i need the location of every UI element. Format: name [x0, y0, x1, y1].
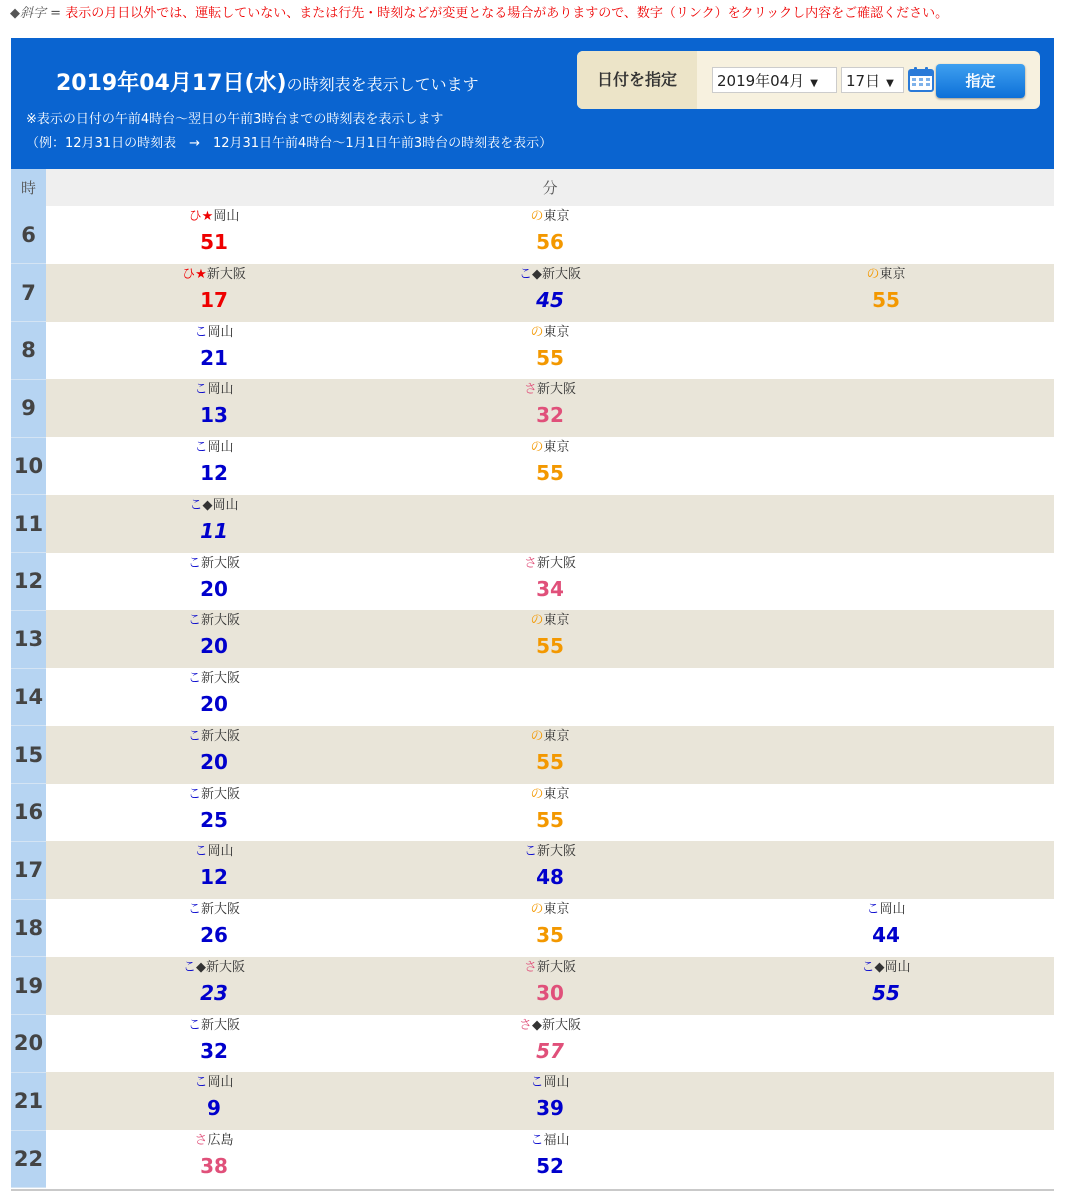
title-date: 2019年04月17日(水) [56, 71, 287, 96]
hour-cell: 15 [11, 726, 46, 784]
train-type-mark: の [530, 440, 544, 455]
departure-label [382, 381, 718, 398]
destination: 岡山 [207, 1075, 234, 1091]
destination: 岡山 [543, 1075, 570, 1091]
table-row [11, 495, 1054, 553]
departure-minute-link[interactable]: 55 [872, 287, 900, 312]
hour-cell: 13 [11, 610, 46, 668]
chevron-down-icon: ▼ [886, 78, 894, 89]
empty-cell [718, 784, 1054, 842]
departure-label [46, 266, 382, 283]
destination: 東京 [543, 209, 570, 224]
departure-cell [46, 1015, 382, 1073]
notice-diamond: ◆ [10, 6, 20, 21]
destination: 岡山 [207, 440, 234, 455]
train-type-mark: こ [523, 844, 537, 860]
empty-cell [718, 726, 1054, 784]
departure-cell [718, 264, 1054, 322]
destination: 新大阪 [537, 959, 577, 975]
destination: 新大阪 [206, 266, 246, 282]
departure-minute-link[interactable]: 45 [536, 287, 564, 312]
hour-column-header: 時 [11, 169, 46, 206]
destination: 岡山 [212, 497, 239, 513]
departure-label [382, 901, 718, 918]
hour-cell: 6 [11, 206, 46, 264]
departure-label [46, 728, 382, 745]
departure-label [46, 497, 382, 514]
departure-label [46, 381, 382, 398]
departure-label [382, 439, 718, 456]
train-type-mark: こ [194, 844, 208, 860]
departure-label [718, 901, 1054, 918]
departure-cell [382, 957, 718, 1015]
departure-cell [46, 495, 382, 553]
departure-minute-link[interactable]: 51 [200, 230, 228, 254]
train-type-mark: の [866, 266, 880, 282]
destination: 東京 [543, 902, 570, 917]
table-row [11, 553, 1054, 611]
departure-label [382, 728, 718, 745]
departure-minute-link[interactable]: 25 [200, 807, 228, 832]
table-bottom-border [11, 1189, 1054, 1191]
train-type-mark: こ [187, 1017, 201, 1033]
departure-cell [382, 322, 718, 380]
table-row [11, 437, 1054, 495]
departure-label [46, 1074, 382, 1091]
destination: 東京 [543, 786, 570, 802]
departure-label [382, 555, 718, 572]
train-type-mark: こ [530, 1075, 544, 1091]
destination: 新大阪 [201, 555, 241, 571]
destination: 新大阪 [206, 959, 246, 975]
empty-cell [718, 379, 1054, 437]
departure-label [46, 786, 382, 803]
train-type-mark: の [530, 786, 544, 802]
departure-cell [46, 899, 382, 957]
diamond-icon: ◆ [532, 266, 542, 282]
table-row [11, 899, 1054, 957]
train-type-mark: こ [189, 497, 203, 513]
train-type-mark: の [530, 613, 544, 629]
train-type-mark: さ [523, 382, 537, 398]
train-type-mark: こ [194, 324, 208, 340]
departure-label [382, 266, 718, 283]
departure-cell [718, 899, 1054, 957]
departure-label [718, 266, 1054, 283]
date-picker-label: 日付を指定 [577, 51, 697, 109]
calendar-icon[interactable] [907, 65, 935, 93]
departure-label [46, 1017, 382, 1034]
page-title [56, 66, 479, 97]
departure-label [46, 208, 382, 225]
departure-cell [382, 437, 718, 495]
destination: 新大阪 [537, 555, 577, 571]
destination: 岡山 [207, 844, 234, 860]
empty-cell [718, 1015, 1054, 1073]
empty-cell [718, 553, 1054, 611]
destination: 新大阪 [201, 902, 241, 917]
departure-minute-link[interactable]: 57 [536, 1038, 564, 1063]
departure-cell [46, 1072, 382, 1130]
empty-cell [718, 841, 1054, 899]
departure-minute-link[interactable]: 55 [872, 980, 900, 1005]
title-suffix: の時刻表を表示しています [286, 75, 479, 94]
departure-cell [46, 379, 382, 437]
departure-cell [46, 784, 382, 842]
departure-minute-link[interactable]: 12 [200, 461, 228, 485]
departure-label [46, 901, 382, 918]
train-type-mark: こ [194, 440, 208, 455]
departure-cell [46, 957, 382, 1015]
hour-cell: 8 [11, 322, 46, 380]
departure-minute-link[interactable]: 13 [200, 403, 228, 428]
departure-minute-link[interactable]: 55 [536, 461, 564, 485]
example-note: （例：12月31日の時刻表 → 12月31日午前4時台～1月1日午前3時台の時刻表を表示） [26, 136, 553, 151]
destination: 広島 [207, 1133, 234, 1148]
table-row [11, 322, 1054, 380]
departure-label [46, 959, 382, 976]
month-select[interactable] [712, 67, 837, 93]
empty-cell [718, 206, 1054, 264]
departure-minute-link[interactable]: 38 [200, 1154, 228, 1178]
date-picker [577, 51, 1040, 109]
departure-label [382, 1074, 718, 1091]
empty-cell [718, 495, 1054, 553]
hour-cell: 19 [11, 957, 46, 1015]
departure-label [46, 1132, 382, 1149]
departure-label [46, 439, 382, 456]
minute-column-header: 分 [46, 169, 1054, 206]
destination: 岡山 [207, 324, 234, 340]
destination: 新大阪 [201, 728, 241, 744]
train-type-mark: ひ [182, 266, 196, 282]
hour-cell: 18 [11, 899, 46, 957]
departure-label [382, 208, 718, 225]
table-row [11, 784, 1054, 842]
destination: 東京 [543, 728, 570, 744]
train-type-mark: さ [518, 1017, 532, 1033]
departure-minute-link[interactable]: 39 [536, 1096, 564, 1121]
timetable-header-row [11, 169, 1054, 206]
departure-minute-link[interactable]: 21 [200, 345, 228, 370]
train-type-mark: さ [194, 1133, 208, 1148]
hour-cell: 14 [11, 668, 46, 726]
star-icon: ★ [195, 266, 207, 282]
departure-cell [382, 1072, 718, 1130]
timetable [11, 169, 1054, 1188]
departure-cell [46, 206, 382, 264]
departure-minute-link[interactable]: 55 [536, 749, 564, 774]
empty-cell [718, 1072, 1054, 1130]
train-type-mark: さ [523, 555, 537, 571]
empty-cell [718, 322, 1054, 380]
departure-label [382, 786, 718, 803]
empty-cell [718, 610, 1054, 668]
table-row [11, 726, 1054, 784]
destination: 新大阪 [201, 786, 241, 802]
destination: 岡山 [207, 382, 234, 398]
destination: 新大阪 [537, 844, 577, 860]
diamond-icon: ◆ [874, 959, 885, 975]
table-row [11, 841, 1054, 899]
empty-cell [718, 668, 1054, 726]
chevron-down-icon: ▼ [810, 78, 818, 89]
departure-cell [718, 957, 1054, 1015]
train-type-mark: こ [187, 613, 201, 629]
departure-minute-link[interactable]: 20 [200, 576, 228, 601]
train-type-mark: こ [182, 959, 196, 975]
destination: 東京 [543, 613, 570, 629]
departure-cell [46, 437, 382, 495]
departure-minute-link[interactable]: 20 [200, 692, 228, 716]
submit-date-button[interactable]: 指定 [936, 64, 1025, 98]
train-type-mark: こ [187, 786, 201, 802]
departure-cell [382, 610, 718, 668]
hour-cell: 16 [11, 784, 46, 842]
departure-cell [46, 553, 382, 611]
departure-minute-link[interactable]: 55 [536, 634, 564, 659]
hour-cell: 7 [11, 264, 46, 322]
day-select-value: 17日 [846, 72, 881, 90]
diamond-icon: ◆ [532, 1017, 542, 1033]
train-type-mark: こ [187, 728, 201, 744]
notice-equals: = [46, 6, 66, 21]
empty-cell [382, 495, 718, 553]
table-row [11, 1072, 1054, 1130]
hour-cell: 20 [11, 1015, 46, 1073]
departure-minute-link[interactable]: 34 [536, 576, 564, 601]
destination: 新大阪 [537, 382, 577, 398]
departure-cell [382, 899, 718, 957]
departure-cell [46, 726, 382, 784]
train-type-mark: こ [866, 902, 880, 917]
star-icon: ★ [201, 209, 214, 224]
departure-minute-link[interactable]: 26 [200, 923, 228, 947]
diamond-icon: ◆ [196, 959, 206, 975]
destination: 新大阪 [201, 671, 241, 686]
notice-italic-label: 斜字 [20, 6, 47, 21]
train-type-mark: さ [523, 959, 537, 975]
empty-cell [718, 1130, 1054, 1188]
departure-minute-link[interactable]: 48 [536, 865, 564, 890]
departure-cell [46, 322, 382, 380]
empty-cell [382, 668, 718, 726]
departure-cell [382, 841, 718, 899]
train-type-mark: こ [518, 266, 532, 282]
departure-minute-link[interactable]: 23 [200, 980, 228, 1005]
hour-cell: 10 [11, 437, 46, 495]
train-type-mark: こ [187, 555, 201, 571]
departure-minute-link[interactable]: 32 [536, 403, 564, 428]
destination: 福山 [543, 1133, 570, 1148]
departure-label [46, 555, 382, 572]
diamond-icon: ◆ [202, 497, 213, 513]
destination: 岡山 [884, 959, 911, 975]
departure-minute-link[interactable]: 20 [200, 634, 228, 659]
departure-label [382, 1132, 718, 1149]
departure-label [382, 324, 718, 341]
destination: 東京 [543, 324, 570, 340]
table-row [11, 957, 1054, 1015]
train-type-mark: ひ [188, 209, 202, 224]
departure-cell [382, 1130, 718, 1188]
table-row [11, 206, 1054, 264]
departure-cell [46, 264, 382, 322]
departure-label [46, 324, 382, 341]
table-row [11, 668, 1054, 726]
departure-label [382, 843, 718, 860]
hour-cell: 9 [11, 379, 46, 437]
day-select[interactable] [841, 67, 904, 93]
destination: 新大阪 [542, 266, 582, 282]
departure-cell [382, 726, 718, 784]
destination: 岡山 [213, 209, 240, 224]
destination: 東京 [543, 440, 570, 455]
header-panel [11, 38, 1054, 169]
table-row [11, 1015, 1054, 1073]
hour-cell: 22 [11, 1130, 46, 1188]
departure-minute-link[interactable]: 30 [536, 980, 564, 1005]
departure-minute-link[interactable]: 11 [200, 518, 228, 543]
departure-minute-link[interactable]: 12 [200, 865, 228, 890]
departure-cell [382, 206, 718, 264]
notice-text [10, 4, 948, 24]
destination: 新大阪 [201, 613, 241, 629]
train-type-mark: こ [861, 959, 875, 975]
destination: 新大阪 [542, 1017, 582, 1033]
departure-label [718, 959, 1054, 976]
train-type-mark: こ [187, 671, 201, 686]
train-type-mark: こ [194, 1075, 208, 1091]
departure-cell [382, 264, 718, 322]
train-type-mark: こ [530, 1133, 544, 1148]
departure-label [382, 612, 718, 629]
departure-minute-link[interactable]: 44 [872, 923, 900, 947]
departure-minute-link[interactable]: 20 [200, 749, 228, 774]
departure-label [46, 670, 382, 687]
departure-label [382, 1017, 718, 1034]
train-type-mark: こ [194, 382, 208, 398]
month-select-value: 2019年04月 [717, 72, 805, 90]
hour-cell: 12 [11, 553, 46, 611]
train-type-mark: の [530, 902, 544, 917]
table-row [11, 379, 1054, 437]
hour-cell: 11 [11, 495, 46, 553]
departure-cell [382, 553, 718, 611]
train-type-mark: の [530, 209, 544, 224]
empty-cell [718, 437, 1054, 495]
departure-minute-link[interactable]: 9 [207, 1096, 221, 1121]
destination: 岡山 [879, 902, 906, 917]
destination: 新大阪 [201, 1017, 241, 1033]
departure-minute-link[interactable]: 55 [536, 345, 564, 370]
departure-cell [46, 1130, 382, 1188]
table-row [11, 1130, 1054, 1188]
departure-cell [46, 668, 382, 726]
destination: 東京 [879, 266, 906, 282]
hour-cell: 21 [11, 1072, 46, 1130]
departure-minute-link[interactable]: 32 [200, 1038, 228, 1063]
departure-cell [46, 610, 382, 668]
departure-cell [382, 784, 718, 842]
departure-cell [46, 841, 382, 899]
departure-minute-link[interactable]: 52 [536, 1154, 564, 1178]
train-type-mark: の [530, 324, 544, 340]
notice-body: 表示の月日以外では、運転していない、または行先・時刻などが変更となる場合がありますので、数字（リンク）をクリックし内容をご確認ください。 [65, 6, 949, 21]
departure-minute-link[interactable]: 35 [536, 923, 564, 947]
departure-minute-link[interactable]: 56 [536, 230, 564, 254]
table-row [11, 610, 1054, 668]
departure-label [46, 612, 382, 629]
table-row [11, 264, 1054, 322]
departure-cell [382, 379, 718, 437]
train-type-mark: こ [187, 902, 201, 917]
timetable-body [11, 206, 1054, 1188]
departure-label [382, 959, 718, 976]
departure-minute-link[interactable]: 17 [200, 287, 228, 312]
departure-cell [382, 1015, 718, 1073]
range-note: ※表示の日付の午前4時台～翌日の午前3時台までの時刻表を表示します [26, 112, 444, 127]
departure-minute-link[interactable]: 55 [536, 807, 564, 832]
departure-label [46, 843, 382, 860]
train-type-mark: の [530, 728, 544, 744]
hour-cell: 17 [11, 841, 46, 899]
